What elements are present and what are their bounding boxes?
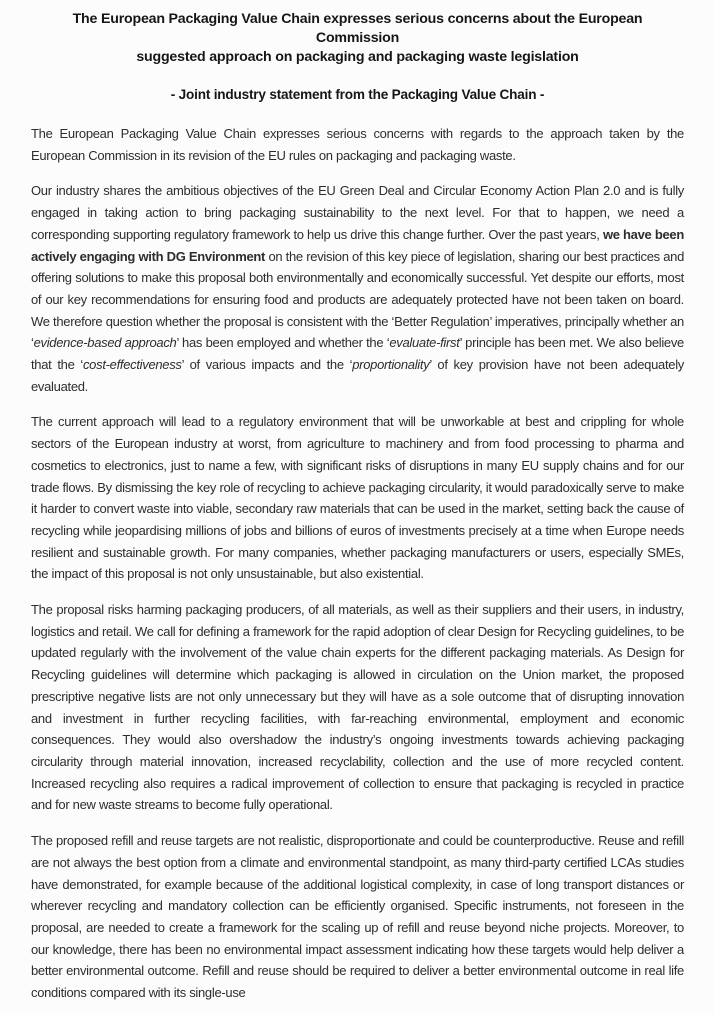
text-run: Our industry shares the ambitious objectives of the EU Green Deal and Circular Economy Action Plan 2.0 and is fully engaged in taking action to bring packaging sustainability to the next level. For that to happen, we need a corresponding supporting regulatory framework to help us drive this change further. Over the past years,	[31, 183, 684, 242]
paragraph-3	[31, 411, 684, 585]
title-line-1: The European Packaging Value Chain expresses serious concerns about the European Commission	[72, 11, 643, 46]
text-run: on the revision of this key piece of legislation, sharing our best practices and offering solutions to make this proposal both environmentally and economically successful. Yet despite our efforts, most of our key recommendations for ensuring food and products are adequately protected have not been taken on board. We therefore question whether the proposal is consistent with the ‘Better Regulation’ imperatives, principally whether an ‘	[31, 248, 684, 351]
paragraph-1	[31, 123, 684, 166]
text-run: ’ has been employed and whether the ‘	[176, 335, 390, 351]
text-run: ’ principle has been met. We also believe that the ‘	[31, 335, 684, 373]
document-title	[31, 10, 684, 67]
text-run: we have been actively engaging with DG Environment	[31, 226, 684, 264]
text-run: The European Packaging Value Chain expresses serious concerns with regards to the approach taken by the European Commission in its revision of the EU rules on packaging and packaging waste.	[31, 126, 684, 163]
text-run: evaluate-first	[389, 335, 460, 351]
text-run: The proposed refill and reuse targets are not realistic, disproportionate and could be counterproductive. Reuse and refill are not always the best option from a climate and environmental standpoint, as many third-party certified LCAs studies have demonstrated, for example because of the additional logistical complexity, in case of long transport distances or wherever recycling and mandatory collection can be efficiently organised. Specific instruments, not foreseen in the proposal, are needed to create a framework for the scaling up of refill and reuse beyond niche projects. Moreover, to our knowledge, there has been no environmental impact assessment indicating how these targets would help deliver a better environmental outcome. Refill and reuse should be required to deliver a better environmental outcome in real life conditions compared with its single-use	[31, 833, 684, 1001]
text-run: The current approach will lead to a regulatory environment that will be unworkable at best and crippling for whole sectors of the European industry at worst, from agriculture to machinery and from food processing to pharma and cosmetics to electronics, just to name a few, with significant risks of disruptions in many EU supply chains and for our trade flows. By dismissing the key role of recycling to achieve packaging circularity, it would paradoxically serve to make it harder to convert waste into viable, secondary raw materials that can be used in the market, setting back the cause of recycling while jeopardising millions of jobs and billions of euros of investments precisely at a time when Europe needs resilient and sustainable growth. For many companies, whether packaging manufacturers or users, especially SMEs, the impact of this proposal is not only unsustainable, but also existential.	[31, 414, 684, 582]
paragraph-2	[31, 180, 684, 397]
text-run: proportionality	[352, 357, 430, 373]
paragraph-4	[31, 599, 684, 816]
text-run: ’ of key provision have not been adequately evaluated.	[31, 357, 684, 394]
text-run: cost-effectiveness	[82, 357, 182, 373]
document-subtitle: - Joint industry statement from the Packaging Value Chain -	[170, 87, 545, 102]
text-run: ’ of various impacts and the ‘	[181, 357, 353, 373]
document-body	[31, 123, 684, 1004]
title-line-2: suggested approach on packaging and packaging waste legislation	[136, 49, 579, 65]
paragraph-5	[31, 830, 684, 1004]
text-run: The proposal risks harming packaging producers, of all materials, as well as their suppliers and their users, in industry, logistics and retail. We call for defining a framework for the rapid adoption of clear Design for Recycling guidelines, to be updated regularly with the involvement of the value chain experts for the different packaging materials. As Design for Recycling guidelines will determine which packaging is allowed in circulation on the Union market, the proposed prescriptive negative lists are not only unnecessary but they will have as a sole outcome that of disrupting innovation and investment in further recycling facilities, with far-reaching environmental, employment and economic consequences. They would also overshadow the industry’s ongoing investments towards achieving packaging circularity through material innovation, increased recyclability, collection and the use of more recycled content. Increased recycling also requires a radical improvement of collection to ensure that packaging is recycled in practice and for new waste streams to become fully operational.	[31, 602, 684, 813]
document-header	[31, 10, 684, 104]
text-run: evidence-based approach	[33, 335, 177, 351]
